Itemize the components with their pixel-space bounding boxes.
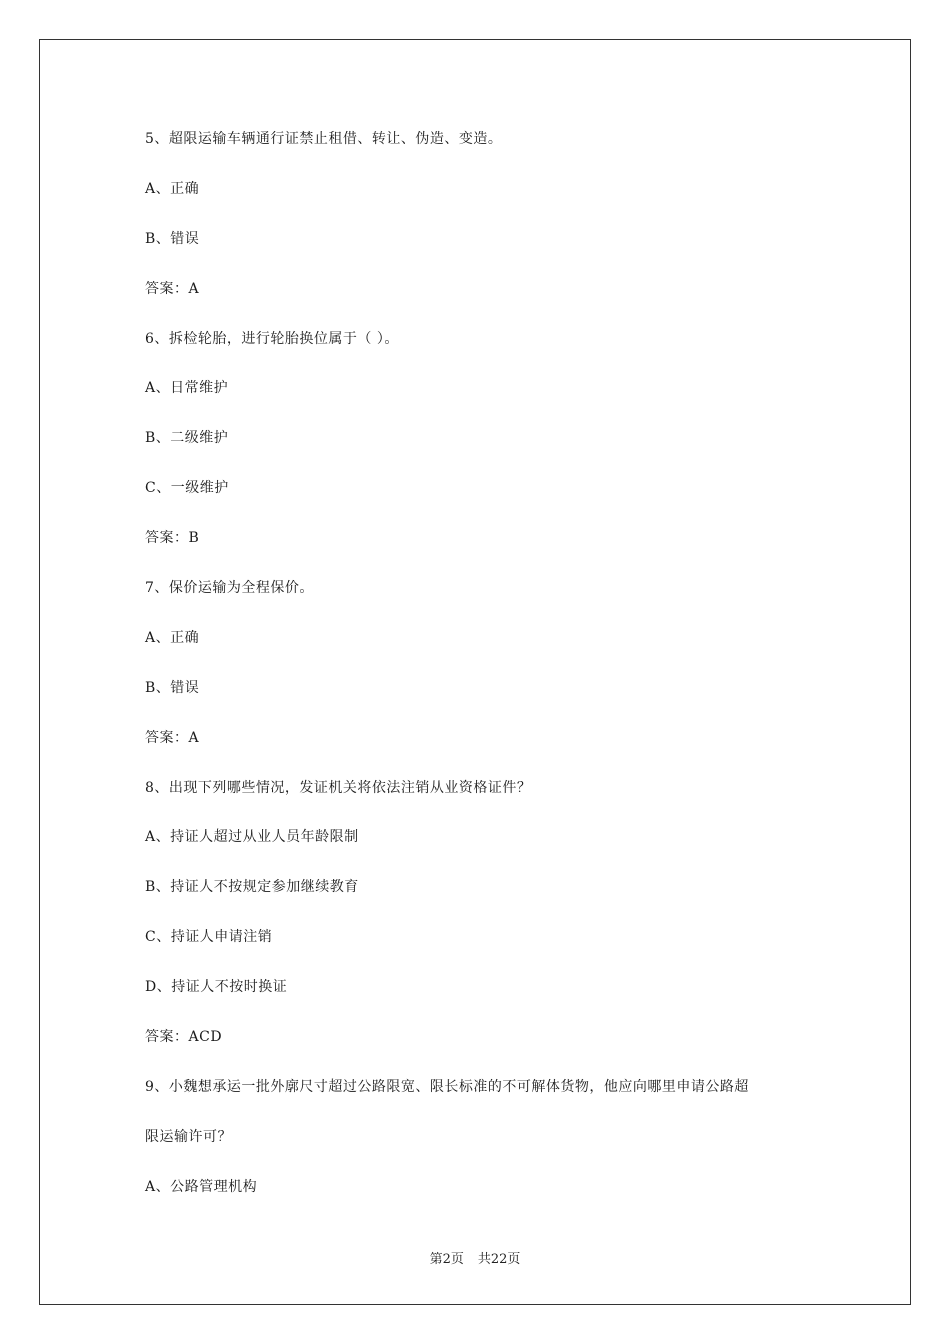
option-b: B、错误 [145,230,200,247]
page-footer [0,1248,950,1267]
question-9-continued: 限运输许可？ [145,1128,232,1145]
page-number: 第2页 [429,1252,464,1267]
question-5: 5、超限运输车辆通行证禁止租借、转让、伪造、变造。 [145,131,503,147]
option-b: B、错误 [145,679,200,696]
page-total: 共22页 [477,1252,521,1267]
question-8: 8、出现下列哪些情况，发证机关将依法注销从业资格证件？ [145,779,532,796]
option-b: B、持证人不按规定参加继续教育 [145,879,359,896]
option-c: C、一级维护 [145,480,229,497]
option-a: A、正确 [145,629,200,646]
answer: 答案：B [145,530,200,547]
document-body [145,125,825,1223]
answer: 答案：A [145,729,200,746]
option-a: A、持证人超过从业人员年龄限制 [145,829,359,846]
option-c: C、持证人申请注销 [145,929,273,946]
question-7: 7、保价运输为全程保价。 [145,580,314,597]
option-a: A、正确 [145,180,200,197]
option-a: A、公路管理机构 [145,1178,258,1195]
question-6: 6、拆检轮胎，进行轮胎换位属于（ ）。 [145,330,399,347]
question-9: 9、小魏想承运一批外廓尺寸超过公路限宽、限长标准的不可解体货物，他应向哪里申请公路超 [145,1078,749,1095]
option-b: B、二级维护 [145,430,229,447]
option-a: A、日常维护 [145,380,229,397]
answer: 答案：A [145,280,200,297]
option-d: D、持证人不按时换证 [145,979,288,996]
answer: 答案：ACD [145,1029,223,1046]
